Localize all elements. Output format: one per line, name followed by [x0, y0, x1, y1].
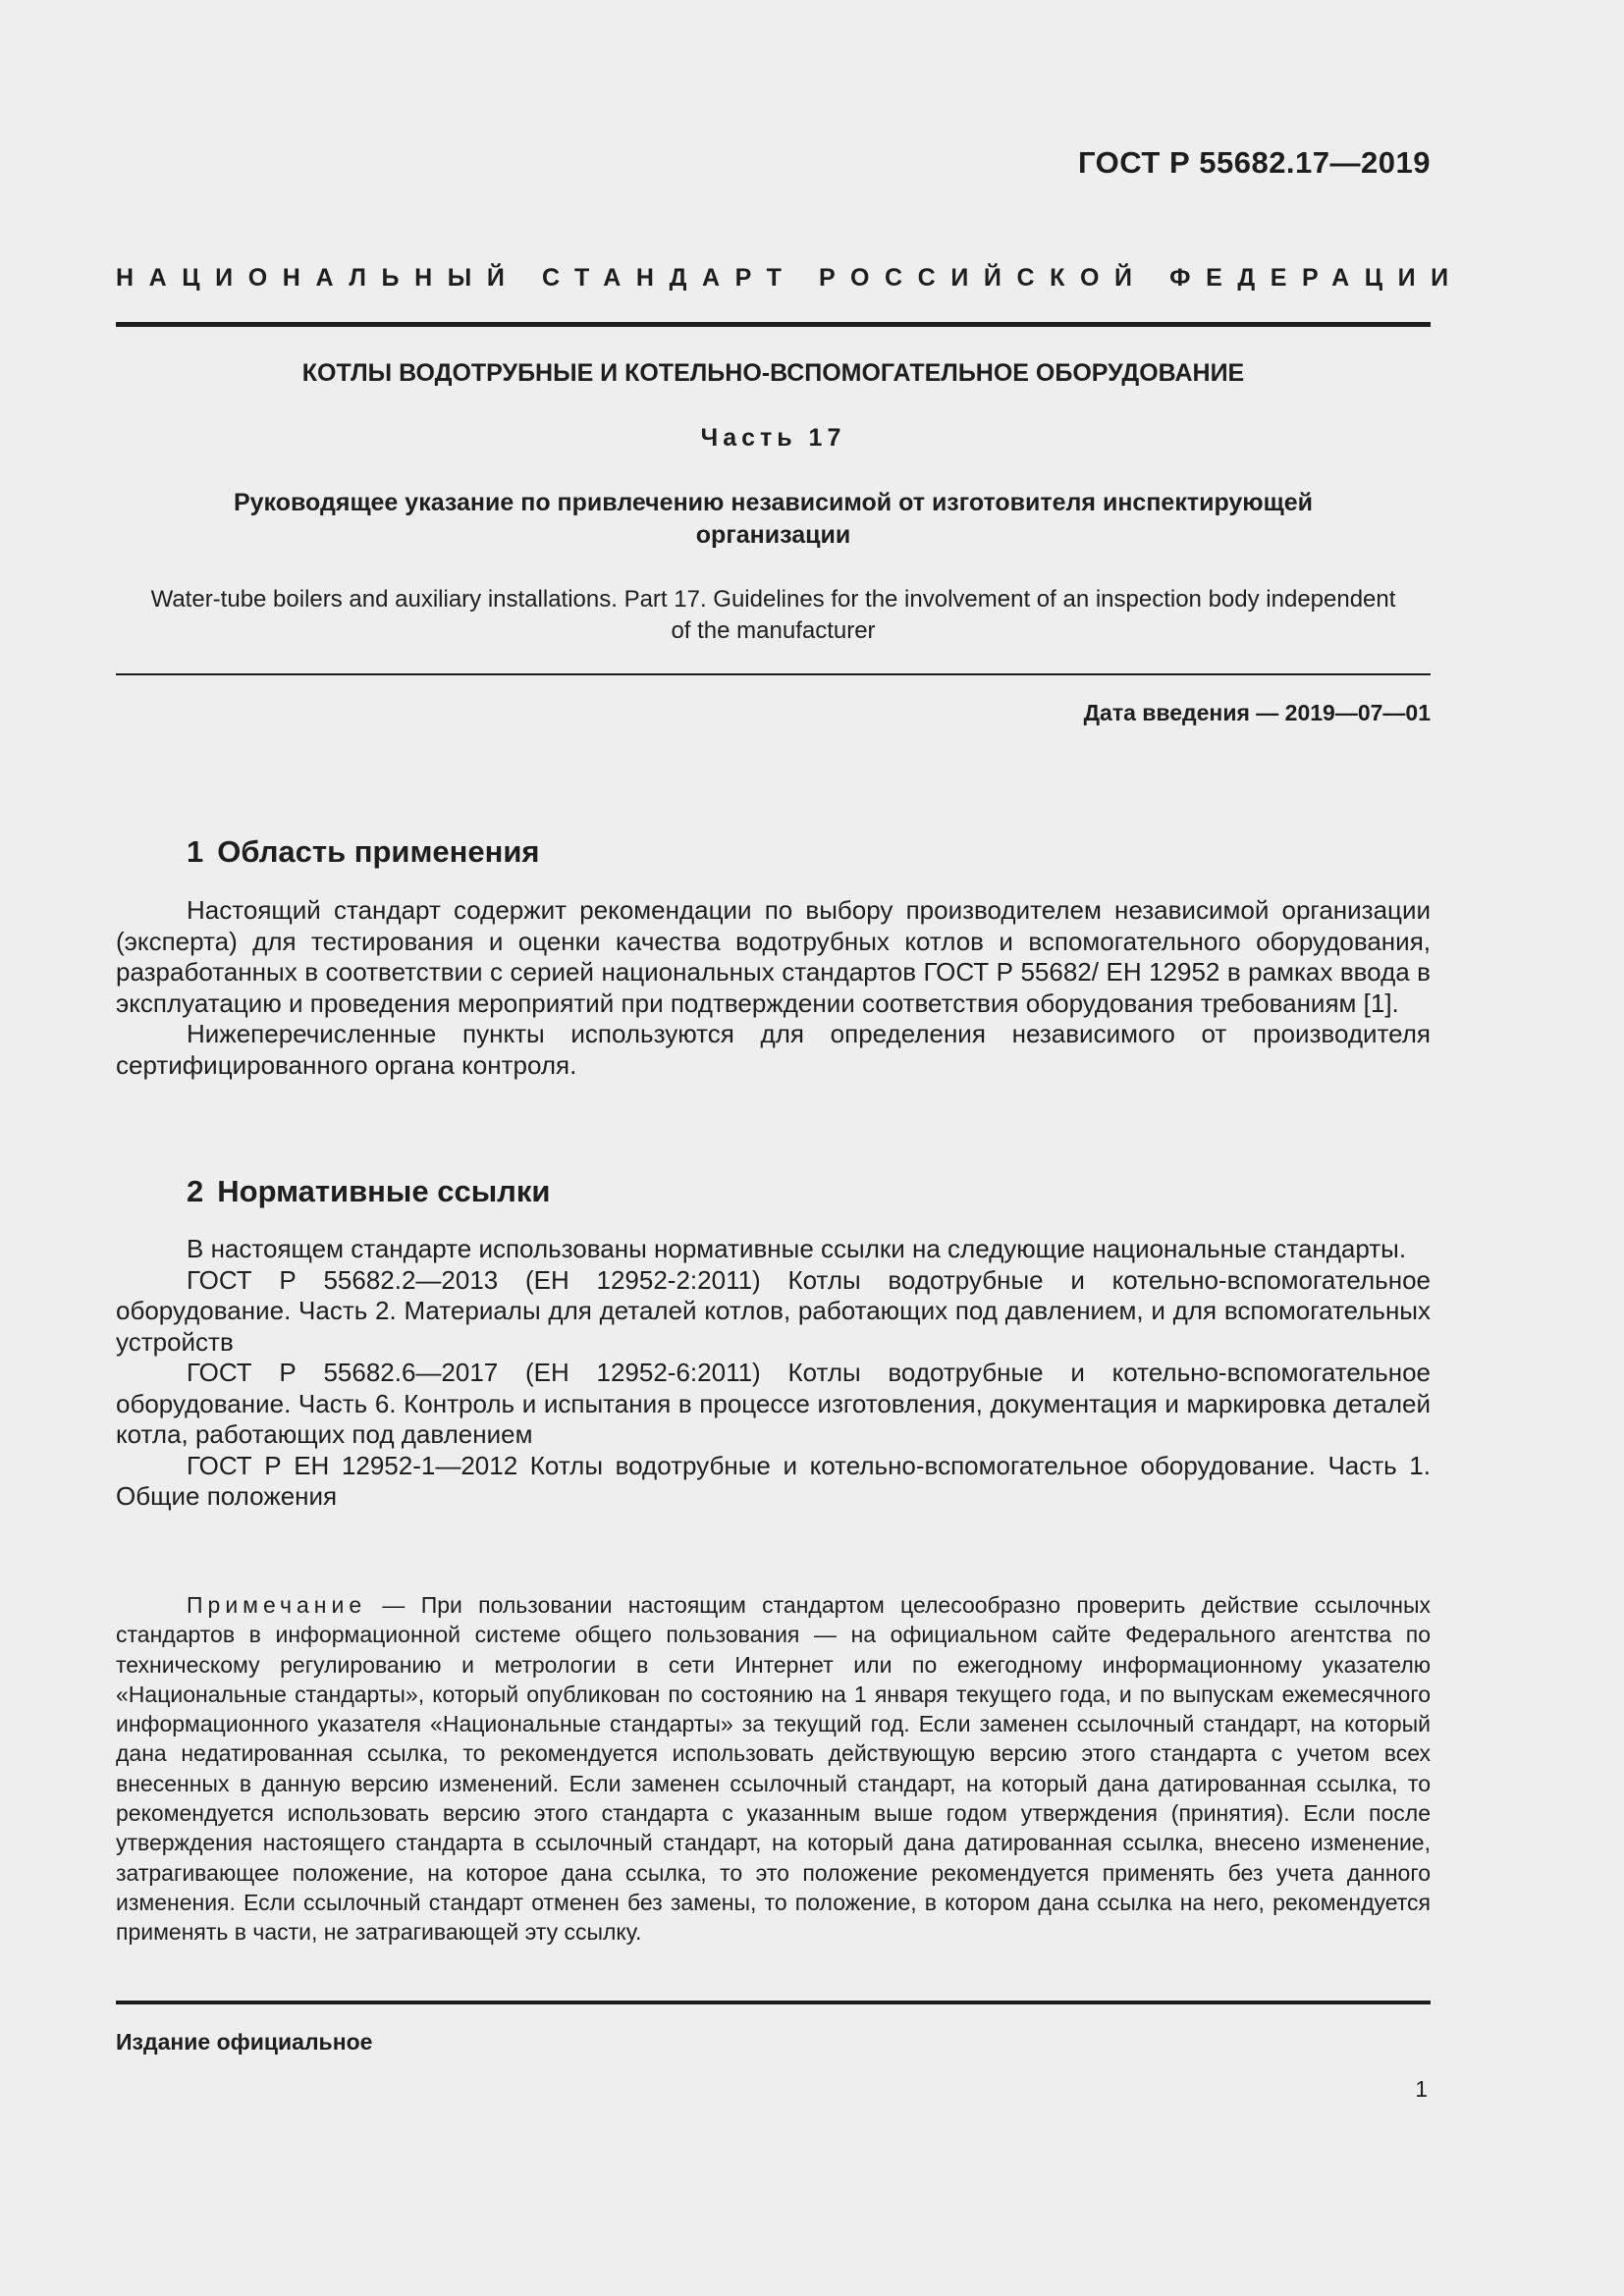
national-standard-label: НАЦИОНАЛЬНЫЙ СТАНДАРТ РОССИЙСКОЙ ФЕДЕРАЦИИ	[116, 264, 1464, 292]
reference-item: ГОСТ Р ЕН 12952-1—2012 Котлы водотрубные и котельно-вспомогательное оборудование. Часть 1. Общие положения	[116, 1450, 1431, 1511]
english-title-line: of the manufacturer	[671, 617, 876, 644]
subtitle-line: Руководящее указание по привлечению независимой от изготовителя инспектирующей	[233, 489, 1314, 516]
section-heading	[187, 834, 540, 870]
reference-item: ГОСТ Р 55682.2—2013 (ЕН 12952-2:2011) Котлы водотрубные и котельно-вспомогательное оборудование. Часть 2. Материалы для деталей котлов, работающих под давлением, и для вспомогательных устройств	[116, 1264, 1431, 1357]
paragraph: Нижеперечисленные пункты используются для определения независимого от производителя сертифицированного органа контроля.	[116, 1019, 1431, 1080]
edition-label: Издание официальное	[116, 2029, 373, 2055]
note-paragraph	[116, 1590, 1431, 1948]
top-divider	[116, 322, 1431, 327]
footer-divider	[116, 2001, 1431, 2004]
note-text: — При пользовании настоящим стандартом целесообразно проверить действие ссылочных стандартов в информационной системе общего пользования — на официальном сайте Федерального агентства по техническому регулированию и метрологии в сети Интернет или по ежегодному информационному указателю «Национальные стандарты», который опубликован по состоянию на 1 января текущего года, и по выпускам ежемесячного информационного указателя «Национальные стандарты» за текущий год. Если заменен ссылочный стандарт, на который дана недатированная ссылка, то рекомендуется использовать действующую версию этого стандарта с учетом всех внесенных в данную версию изменений. Если заменен ссылочный стандарт, на который дана датированная ссылка, то рекомендуется использовать версию этого стандарта с указанным выше годом утверждения (принятия). Если после утверждения настоящего стандарта в ссылочный стандарт, на который дана датированная ссылка, внесено изменение, затрагивающее положение, на которое дана ссылка, то это положение рекомендуется применять без учета данного изменения. Если ссылочный стандарт отменен без замены, то положение, в котором дана ссылка на него, рекомендуется применять в части, не затрагивающей эту ссылку.	[116, 1592, 1432, 1946]
english-title-line: Water-tube boilers and auxiliary installations. Part 17. Guidelines for the involvement of an inspection body independent	[150, 586, 1396, 613]
standard-designation: ГОСТ Р 55682.17—2019	[1078, 145, 1431, 180]
paragraph: Настоящий стандарт содержит рекомендации по выбору производителем независимой организации (эксперта) для тестирования и оценки качества водотрубных котлов и вспомогательного оборудования, разработанных в соответствии с серией национальных стандартов ГОСТ Р 55682/ ЕН 12952 в рамках ввода в эксплуатацию и проведения мероприятий при подтверждении соответствия оборудования требованиям [1].	[116, 895, 1431, 1018]
note-block	[116, 1590, 1431, 1948]
section-number: 1	[187, 834, 204, 869]
document-subtitle	[116, 487, 1431, 552]
introduction-date: Дата введения — 2019—07—01	[1083, 700, 1431, 725]
section-title: Нормативные ссылки	[217, 1174, 551, 1208]
document-title: КОТЛЫ ВОДОТРУБНЫЕ И КОТЕЛЬНО-ВСПОМОГАТЕЛЬНОЕ ОБОРУДОВАНИЕ	[301, 359, 1245, 387]
subtitle-line: организации	[695, 521, 851, 549]
section-body	[116, 1234, 1431, 1513]
part-label: Часть 17	[700, 424, 846, 452]
reference-item: ГОСТ Р 55682.6—2017 (ЕН 12952-6:2011) Котлы водотрубные и котельно-вспомогательное оборудование. Часть 6. Контроль и испытания в процессе изготовления, документация и маркировка деталей котла, работающих под давлением	[116, 1358, 1431, 1449]
section-body	[116, 895, 1431, 1081]
section-number: 2	[187, 1174, 204, 1208]
note-label: Примечание	[187, 1592, 367, 1618]
english-title	[116, 584, 1431, 647]
paragraph: В настоящем стандарте использованы нормативные ссылки на следующие национальные стандарты.	[187, 1234, 1407, 1263]
document-page	[116, 0, 1464, 2296]
section-title: Область применения	[217, 834, 540, 869]
section-heading	[187, 1174, 550, 1209]
page-number: 1	[1415, 2076, 1428, 2102]
title-divider	[116, 673, 1431, 675]
